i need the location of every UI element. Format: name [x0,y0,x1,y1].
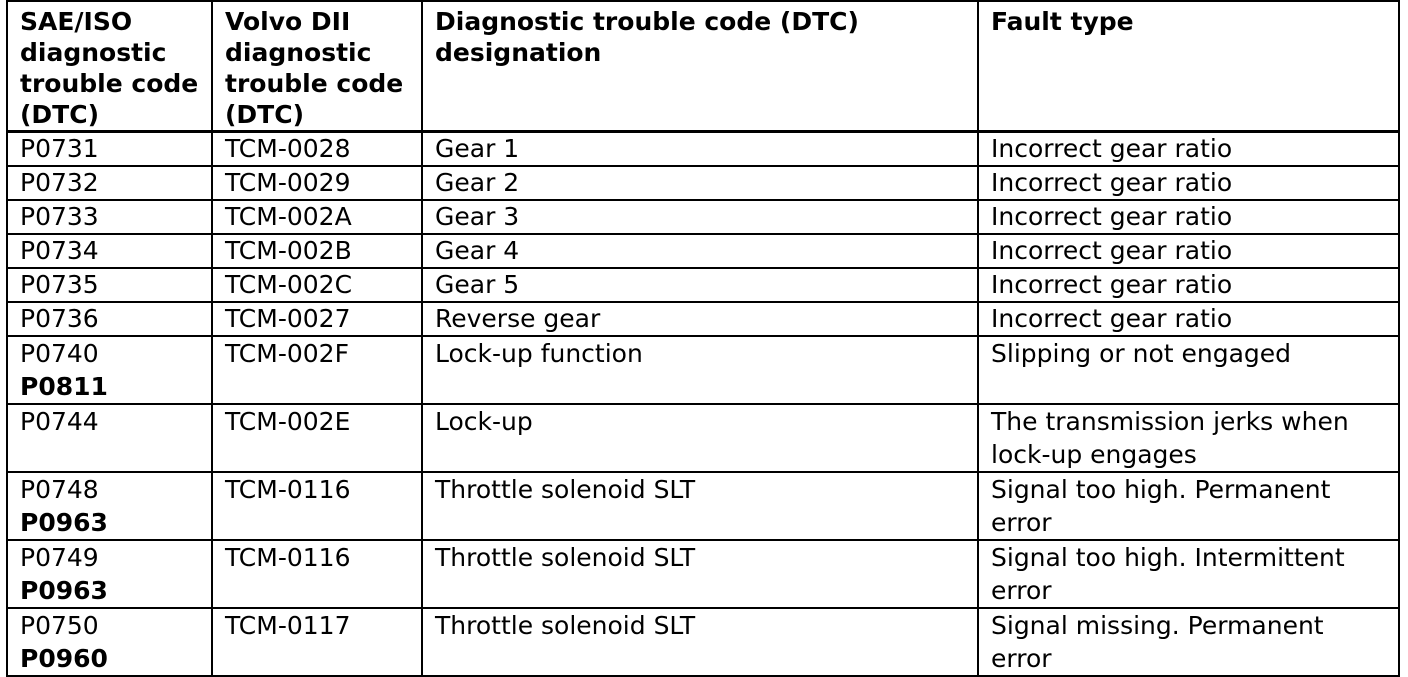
sae-code: P0736 [20,304,99,333]
dtc-table [6,0,1400,677]
cell-dtc-designation: Throttle solenoid SLT [422,608,978,676]
sae-code: P0748 [20,475,99,504]
header-fault-type: Fault type [978,1,1399,132]
sae-code-alt: P0811 [20,372,108,401]
table-row [7,336,1399,404]
cell-sae-iso-dtc [7,234,212,268]
table-row [7,302,1399,336]
cell-sae-iso-dtc [7,166,212,200]
cell-fault-type: Incorrect gear ratio [978,234,1399,268]
cell-fault-type: Slipping or not engaged [978,336,1399,404]
header-row [7,1,1399,132]
cell-sae-iso-dtc [7,336,212,404]
cell-dtc-designation: Gear 2 [422,166,978,200]
cell-dtc-designation: Gear 4 [422,234,978,268]
cell-volvo-dii-dtc: TCM-0116 [212,472,422,540]
table-row [7,234,1399,268]
cell-volvo-dii-dtc: TCM-0028 [212,132,422,167]
cell-dtc-designation: Gear 3 [422,200,978,234]
sae-code: P0732 [20,168,99,197]
cell-fault-type: The transmission jerks when lock-up engages [978,404,1399,472]
cell-sae-iso-dtc [7,540,212,608]
table-row [7,166,1399,200]
sae-code: P0749 [20,543,99,572]
cell-volvo-dii-dtc: TCM-0027 [212,302,422,336]
table-row [7,268,1399,302]
cell-volvo-dii-dtc: TCM-0117 [212,608,422,676]
cell-dtc-designation: Throttle solenoid SLT [422,540,978,608]
sae-code-alt: P0963 [20,508,108,537]
cell-volvo-dii-dtc: TCM-002E [212,404,422,472]
cell-dtc-designation: Throttle solenoid SLT [422,472,978,540]
cell-dtc-designation: Lock-up [422,404,978,472]
sae-code: P0731 [20,134,99,163]
cell-dtc-designation: Reverse gear [422,302,978,336]
sae-code: P0744 [20,407,99,436]
cell-volvo-dii-dtc: TCM-0029 [212,166,422,200]
cell-fault-type: Incorrect gear ratio [978,200,1399,234]
cell-sae-iso-dtc [7,302,212,336]
cell-dtc-designation: Gear 1 [422,132,978,167]
table-row [7,132,1399,167]
table-row [7,472,1399,540]
sae-code: P0734 [20,236,99,265]
table-row [7,404,1399,472]
cell-sae-iso-dtc [7,132,212,167]
table-row [7,200,1399,234]
cell-volvo-dii-dtc: TCM-002B [212,234,422,268]
cell-fault-type: Signal too high. Permanent error [978,472,1399,540]
cell-volvo-dii-dtc: TCM-0116 [212,540,422,608]
cell-fault-type: Signal missing. Permanent error [978,608,1399,676]
cell-sae-iso-dtc [7,608,212,676]
sae-code: P0735 [20,270,99,299]
table-body [7,132,1399,677]
cell-fault-type: Incorrect gear ratio [978,268,1399,302]
header-dtc-designation: Diagnostic trouble code (DTC) designation [422,1,978,132]
sae-code: P0750 [20,611,99,640]
table-row [7,540,1399,608]
sae-code: P0733 [20,202,99,231]
cell-volvo-dii-dtc: TCM-002F [212,336,422,404]
cell-dtc-designation: Lock-up function [422,336,978,404]
sae-code-alt: P0960 [20,644,108,673]
header-sae-iso-dtc: SAE/ISO diagnostic trouble code (DTC) [7,1,212,132]
cell-sae-iso-dtc [7,200,212,234]
table-header [7,1,1399,132]
cell-fault-type: Signal too high. Intermittent error [978,540,1399,608]
sae-code-alt: P0963 [20,576,108,605]
cell-sae-iso-dtc [7,268,212,302]
cell-sae-iso-dtc [7,472,212,540]
header-volvo-dii-dtc: Volvo DII diagnostic trouble code (DTC) [212,1,422,132]
cell-volvo-dii-dtc: TCM-002C [212,268,422,302]
table-row [7,608,1399,676]
cell-sae-iso-dtc [7,404,212,472]
cell-dtc-designation: Gear 5 [422,268,978,302]
cell-fault-type: Incorrect gear ratio [978,166,1399,200]
cell-fault-type: Incorrect gear ratio [978,302,1399,336]
sae-code: P0740 [20,339,99,368]
cell-fault-type: Incorrect gear ratio [978,132,1399,167]
cell-volvo-dii-dtc: TCM-002A [212,200,422,234]
